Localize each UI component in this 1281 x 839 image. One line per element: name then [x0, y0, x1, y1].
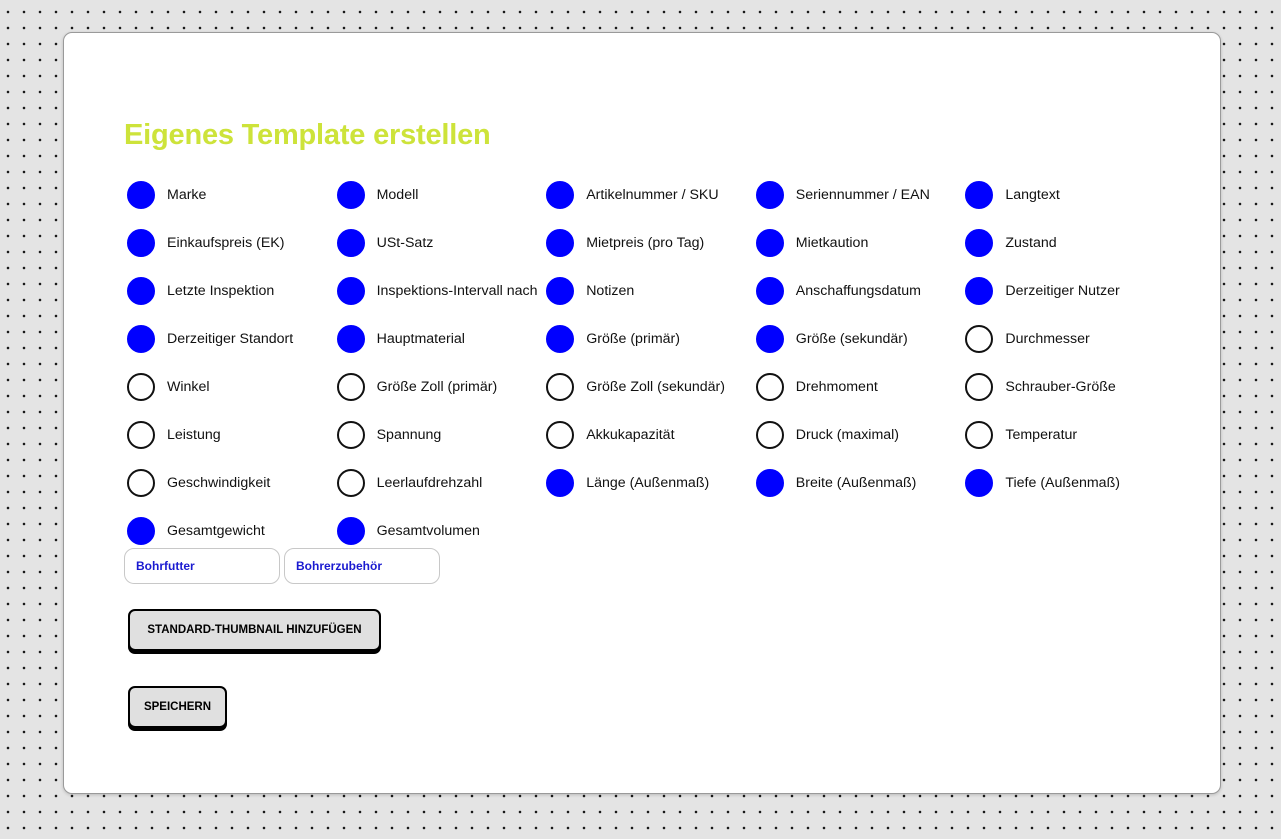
field-option-groesse-zoll-primaer[interactable] — [337, 370, 547, 404]
radio-selected-icon[interactable] — [546, 325, 574, 353]
field-option-derzeitiger-standort[interactable] — [127, 322, 337, 356]
field-option-label: Spannung — [376, 427, 442, 443]
field-option-tiefe-aussenmass[interactable] — [965, 466, 1175, 500]
field-option-label: Drehmoment — [795, 379, 878, 395]
radio-selected-icon[interactable] — [337, 181, 365, 209]
field-option-label: Durchmesser — [1005, 331, 1090, 347]
field-option-zustand[interactable] — [965, 226, 1175, 260]
field-option-letzte-inspektion[interactable] — [127, 274, 337, 308]
field-option-schrauber-groesse[interactable] — [965, 370, 1175, 404]
field-option-langtext[interactable] — [965, 178, 1175, 212]
field-option-label: USt-Satz — [376, 235, 434, 251]
field-option-label: Langtext — [1005, 187, 1060, 203]
radio-selected-icon[interactable] — [965, 469, 993, 497]
field-option-label: Marke — [167, 187, 207, 203]
field-option-mietpreis-pro-tag[interactable] — [546, 226, 756, 260]
field-option-anschaffungsdatum[interactable] — [756, 274, 966, 308]
field-option-label: Artikelnummer / SKU — [586, 187, 719, 203]
field-option-label: Letzte Inspektion — [167, 283, 275, 299]
radio-selected-icon[interactable] — [337, 229, 365, 257]
field-option-label: Zustand — [1005, 235, 1057, 251]
radio-unselected-icon[interactable] — [127, 421, 155, 449]
field-option-artikelnummer-sku[interactable] — [546, 178, 756, 212]
save-button[interactable]: SPEICHERN — [128, 686, 227, 728]
radio-selected-icon[interactable] — [965, 181, 993, 209]
radio-selected-icon[interactable] — [127, 229, 155, 257]
field-option-label: Anschaffungsdatum — [795, 283, 921, 299]
field-option-modell[interactable] — [337, 178, 547, 212]
field-option-label: Temperatur — [1005, 427, 1078, 443]
radio-selected-icon[interactable] — [127, 181, 155, 209]
radio-selected-icon[interactable] — [756, 469, 784, 497]
field-option-label: Leerlaufdrehzahl — [376, 475, 483, 491]
field-options-grid — [127, 178, 1187, 562]
field-option-label: Länge (Außenmaß) — [586, 475, 710, 491]
tag-chip-bohrfutter[interactable]: Bohrfutter — [124, 548, 280, 584]
field-option-label: Derzeitiger Standort — [167, 331, 294, 347]
field-option-mietkaution[interactable] — [756, 226, 966, 260]
radio-selected-icon[interactable] — [546, 469, 574, 497]
field-option-drehmoment[interactable] — [756, 370, 966, 404]
add-standard-thumbnail-button[interactable]: STANDARD-THUMBNAIL HINZUFÜGEN — [128, 609, 381, 651]
field-option-label: Mietpreis (pro Tag) — [586, 235, 705, 251]
field-option-gesamtvolumen[interactable] — [337, 514, 547, 548]
field-option-label: Größe Zoll (primär) — [376, 379, 498, 395]
field-option-druck-maximal[interactable] — [756, 418, 966, 452]
radio-selected-icon[interactable] — [756, 277, 784, 305]
radio-unselected-icon[interactable] — [546, 373, 574, 401]
field-option-label: Leistung — [167, 427, 221, 443]
field-option-label: Größe (primär) — [586, 331, 680, 347]
field-option-groesse-primaer[interactable] — [546, 322, 756, 356]
field-option-label: Größe (sekundär) — [795, 331, 908, 347]
field-option-gesamtgewicht[interactable] — [127, 514, 337, 548]
field-option-temperatur[interactable] — [965, 418, 1175, 452]
radio-unselected-icon[interactable] — [965, 325, 993, 353]
radio-unselected-icon[interactable] — [756, 421, 784, 449]
field-option-label: Einkaufspreis (EK) — [167, 235, 285, 251]
radio-unselected-icon[interactable] — [756, 373, 784, 401]
field-option-durchmesser[interactable] — [965, 322, 1175, 356]
field-option-label: Hauptmaterial — [376, 331, 465, 347]
radio-unselected-icon[interactable] — [127, 373, 155, 401]
radio-selected-icon[interactable] — [756, 229, 784, 257]
radio-selected-icon[interactable] — [337, 517, 365, 545]
radio-selected-icon[interactable] — [127, 277, 155, 305]
radio-selected-icon[interactable] — [965, 229, 993, 257]
radio-unselected-icon[interactable] — [337, 469, 365, 497]
field-option-hauptmaterial[interactable] — [337, 322, 547, 356]
field-option-label: Druck (maximal) — [795, 427, 900, 443]
radio-unselected-icon[interactable] — [965, 421, 993, 449]
radio-selected-icon[interactable] — [756, 325, 784, 353]
tag-list — [124, 548, 440, 584]
field-option-label: Inspektions-Intervall nach — [376, 283, 538, 299]
field-option-seriennummer-ean[interactable] — [756, 178, 966, 212]
field-option-label: Geschwindigkeit — [167, 475, 271, 491]
field-option-label: Modell — [376, 187, 419, 203]
field-option-label: Gesamtgewicht — [167, 523, 265, 539]
field-option-marke[interactable] — [127, 178, 337, 212]
field-option-groesse-zoll-sekundaer[interactable] — [546, 370, 756, 404]
field-option-label: Tiefe (Außenmaß) — [1005, 475, 1120, 491]
radio-unselected-icon[interactable] — [965, 373, 993, 401]
radio-selected-icon[interactable] — [546, 181, 574, 209]
field-option-label: Größe Zoll (sekundär) — [586, 379, 725, 395]
field-option-label: Winkel — [167, 379, 210, 395]
field-option-groesse-sekundaer[interactable] — [756, 322, 966, 356]
radio-selected-icon[interactable] — [337, 325, 365, 353]
field-option-label: Breite (Außenmaß) — [795, 475, 917, 491]
field-option-akkukapazitaet[interactable] — [546, 418, 756, 452]
field-option-label: Seriennummer / EAN — [795, 187, 930, 203]
page-title: Eigenes Template erstellen — [124, 119, 491, 151]
radio-unselected-icon[interactable] — [337, 421, 365, 449]
field-option-label: Derzeitiger Nutzer — [1005, 283, 1120, 299]
radio-selected-icon[interactable] — [756, 181, 784, 209]
field-option-derzeitiger-nutzer[interactable] — [965, 274, 1175, 308]
radio-unselected-icon[interactable] — [546, 421, 574, 449]
radio-selected-icon[interactable] — [965, 277, 993, 305]
field-option-label: Mietkaution — [795, 235, 869, 251]
field-option-label: Schrauber-Größe — [1005, 379, 1116, 395]
field-option-einkaufspreis-ek[interactable] — [127, 226, 337, 260]
radio-selected-icon[interactable] — [127, 517, 155, 545]
field-option-inspektions-intervall-nach[interactable] — [337, 274, 547, 308]
template-card — [63, 32, 1221, 794]
field-option-ust-satz[interactable] — [337, 226, 547, 260]
radio-unselected-icon[interactable] — [127, 469, 155, 497]
field-option-label: Akkukapazität — [586, 427, 675, 443]
field-option-label: Notizen — [586, 283, 635, 299]
field-option-geschwindigkeit[interactable] — [127, 466, 337, 500]
field-option-notizen[interactable] — [546, 274, 756, 308]
field-option-breite-aussenmass[interactable] — [756, 466, 966, 500]
field-option-label: Gesamtvolumen — [376, 523, 480, 539]
field-option-winkel[interactable] — [127, 370, 337, 404]
radio-selected-icon[interactable] — [546, 277, 574, 305]
radio-unselected-icon[interactable] — [337, 373, 365, 401]
field-option-spannung[interactable] — [337, 418, 547, 452]
tag-chip-bohrerzubehoer[interactable]: Bohrerzubehör — [284, 548, 440, 584]
radio-selected-icon[interactable] — [546, 229, 574, 257]
field-option-laenge-aussenmass[interactable] — [546, 466, 756, 500]
field-option-leistung[interactable] — [127, 418, 337, 452]
radio-selected-icon[interactable] — [337, 277, 365, 305]
field-option-leerlaufdrehzahl[interactable] — [337, 466, 547, 500]
radio-selected-icon[interactable] — [127, 325, 155, 353]
